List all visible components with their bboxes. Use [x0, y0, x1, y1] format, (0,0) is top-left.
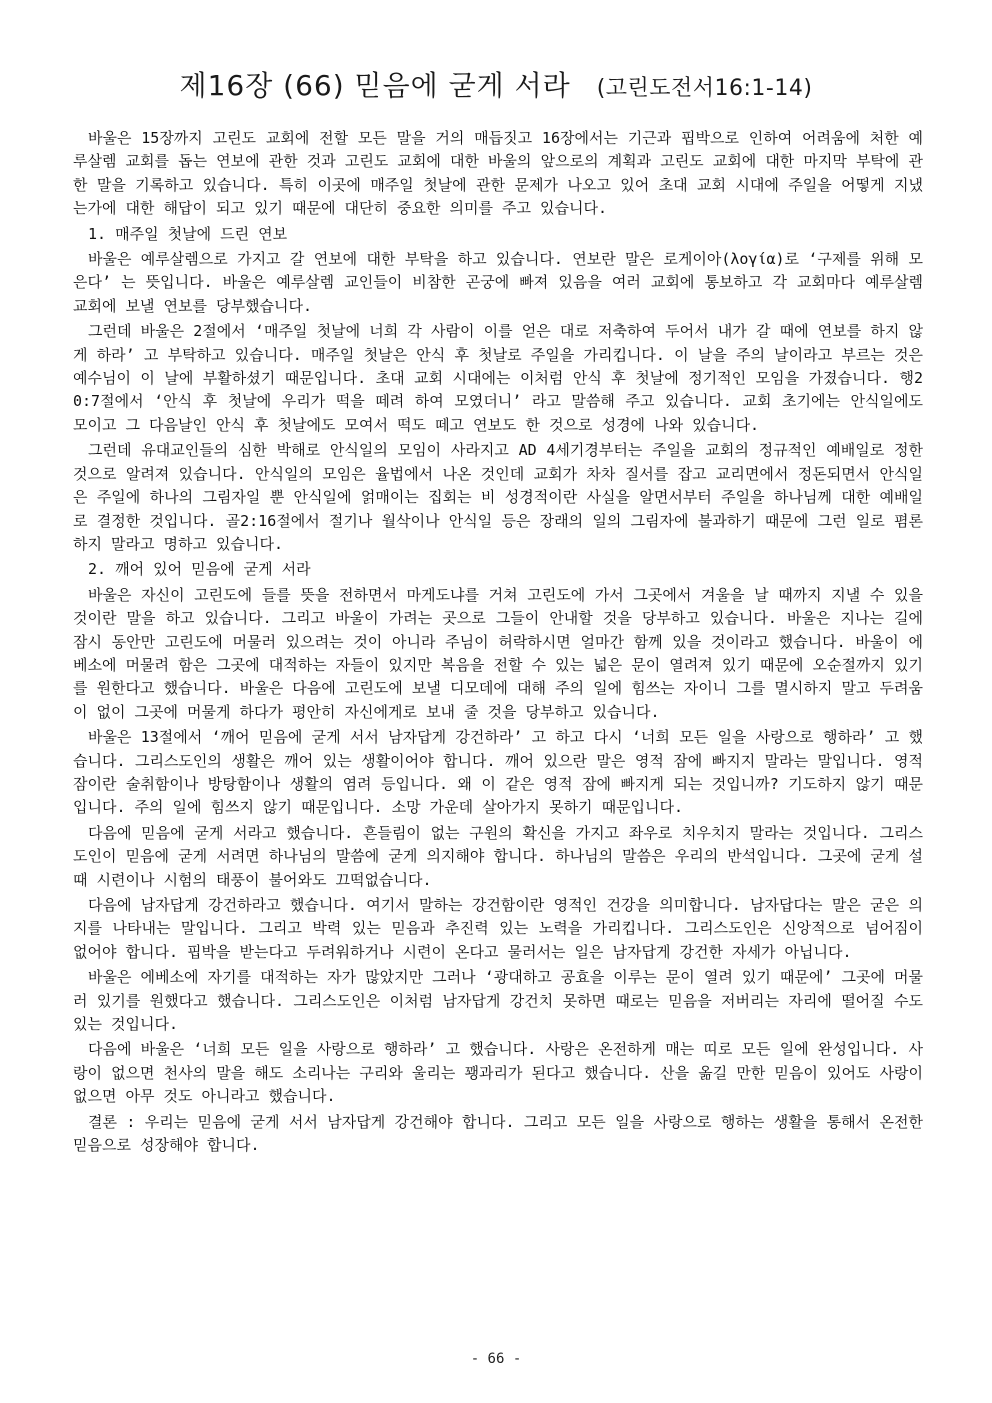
body-paragraph: 바울은 15장까지 고린도 교회에 전할 모든 말을 거의 매듭짓고 16장에서는 기근과 핍박으로 인하여 어려움에 처한 예루살렘 교회를 돕는 연보에 관한 것과 고린도 교회에 대한 바울의 앞으로의 계획과 고린도 교회에 대한 마지막 부탁에 관한 말을 기록하고 있습니다. 특히 이곳에 매주일 첫날에 관한 문제가 나오고 있어 초대 교회 시대에 주일을 어떻게 지냈는가에 대한 해답이 되고 있기 때문에 대단히 중요한 의미를 주고 있습니다.: [73, 129, 923, 218]
body-paragraph: 그런데 바울은 2절에서 ‘매주일 첫날에 너희 각 사람이 이를 얻은 대로 저축하여 두어서 내가 갈 때에 연보를 하지 않게 하라’ 고 부탁하고 있습니다. 매주일 첫날은 안식 후 첫날로 주일을 가리킵니다. 이 날을 주의 날이라고 부르는 것은 예수님이 이 날에 부활하셨기 때문입니다. 초대 교회 시대에는 이처럼 안식 후 첫날에 정기적인 모임을 가졌습니다. 행20:7절에서 ‘안식 후 첫날에 우리가 떡을 떼려 하여 모였더니’ 라고 말씀해 주고 있습니다. 교회 초기에는 안식일에도 모이고 그 다음날인 안식 후 첫날에도 모여서 떡도 떼고 연보도 한 것으로 성경에 나와 있습니다.: [73, 322, 923, 434]
body-paragraph: 다음에 믿음에 굳게 서라고 했습니다. 흔들림이 없는 구원의 확신을 가지고 좌우로 치우치지 말라는 것입니다. 그리스도인이 믿음에 굳게 서려면 하나님의 말씀에 굳게 의지해야 합니다. 하나님의 말씀은 우리의 반석입니다. 그곳에 굳게 설 때 시련이나 시험의 태풍이 불어와도 끄떡없습니다.: [73, 823, 923, 889]
scripture-reference: (고린도전서16:1-14): [596, 76, 813, 101]
section-heading: 1. 매주일 첫날에 드린 연보: [88, 224, 288, 243]
body-paragraph: 다음에 바울은 ‘너희 모든 일을 사랑으로 행하라’ 고 했습니다. 사랑은 온전하게 매는 띠로 모든 일에 완성입니다. 사랑이 없으면 천사의 말을 해도 소리나는 구리와 울리는 꽹과리가 된다고 했습니다. 산을 옮길 만한 믿음이 있어도 사랑이 없으면 아무 것도 아니라고 했습니다.: [73, 1040, 923, 1106]
section-heading: 2. 깨어 있어 믿음에 굳게 서라: [88, 560, 311, 579]
body-paragraph: 다음에 남자답게 강건하라고 했습니다. 여기서 말하는 강건함이란 영적인 건강을 의미합니다. 남자답다는 말은 굳은 의지를 나타내는 말입니다. 그리고 박력 있는 믿음과 추진력 있는 노력을 가리킵니다. 그리스도인은 신앙적으로 넘어짐이 없어야 합니다. 핍박을 받는다고 두려워하거나 시련이 온다고 물러서는 일은 남자답게 강건한 자세가 아닙니다.: [73, 896, 923, 961]
body-paragraph: 바울은 13절에서 ‘깨어 믿음에 굳게 서서 남자답게 강건하라’ 고 하고 다시 ‘너희 모든 일을 사랑으로 행하라’ 고 했습니다. 그리스도인의 생활은 깨어 있는 생활이어야 합니다. 깨어 있으란 말은 영적 잠에 빠지지 말라는 말입니다. 영적 잠이란 술취함이나 방탕함이나 생활의 염려 등입니다. 왜 이 같은 영적 잠에 빠지게 되는 것입니까? 기도하지 않기 때문입니다. 주의 일에 힘쓰지 않기 때문입니다. 소망 가운데 살아가지 못하기 때문입니다.: [73, 728, 923, 817]
body-paragraph: 바울은 예루살렘으로 가지고 갈 연보에 대한 부탁을 하고 있습니다. 연보란 말은 로게이아(λογία)로 ‘구제를 위해 모은다’ 는 뜻입니다. 바울은 예루살렘 교인들이 비참한 곤궁에 빠져 있음을 여러 교회에 통보하고 각 교회마다 예루살렘 교회에 보낼 연보를 당부했습니다.: [73, 250, 923, 315]
body-paragraph: 결론 : 우리는 믿음에 굳게 서서 남자답게 강건해야 합니다. 그리고 모든 일을 사랑으로 행하는 생활을 통해서 온전한 믿음으로 성장해야 합니다.: [73, 1112, 923, 1155]
page-title: 제16장 (66) 믿음에 굳게 서라: [179, 69, 571, 102]
title-row: [0, 64, 992, 104]
body-paragraph: 바울은 에베소에 자기를 대적하는 자가 많았지만 그러나 ‘광대하고 공효을 이루는 문이 열려 있기 때문에’ 그곳에 머물러 있기를 원했다고 했습니다. 그리스도인은 이처럼 남자답게 강건치 못하면 때로는 믿음을 저버리는 자리에 떨어질 수도 있는 것입니다.: [73, 968, 923, 1034]
body-paragraph: 바울은 자신이 고린도에 들를 뜻을 전하면서 마게도냐를 거쳐 고린도에 가서 그곳에서 겨울을 날 때까지 지낼 수 있을 것이란 말을 하고 있습니다. 그리고 바울이 가려는 곳으로 그들이 안내할 것을 당부하고 있습니다. 바울은 지나는 길에 잠시 동안만 고린도에 머물러 있으려는 것이 아니라 주님이 허락하시면 얼마간 함께 있을 것이라고 했습니다. 바울이 에베소에 머물려 함은 그곳에 대적하는 자들이 있지만 복음을 전할 수 있는 넓은 문이 열려져 있기 때문에 오순절까지 있기를 원한다고 했습니다. 바울은 다음에 고린도에 보낼 디모데에 대해 주의 일에 힘쓰는 자이니 그를 멸시하지 말고 두려움이 없이 그곳에 머물게 하다가 평안히 자신에게로 보내 줄 것을 당부하고 있습니다.: [73, 585, 923, 721]
body-paragraph: 그런데 유대교인들의 심한 박해로 안식일의 모임이 사라지고 AD 4세기경부터는 주일을 교회의 정규적인 예배일로 정한 것으로 알려져 있습니다. 안식일의 모임은 율법에서 나온 것인데 교회가 차차 질서를 잡고 교리면에서 정돈되면서 안식일은 주일에 하나의 그림자일 뿐 안식일에 얽매이는 집회는 비 성경적이란 사실을 알면서부터 주일을 하나님께 대한 예배일로 결정한 것입니다. 골2:16절에서 절기나 월삭이나 안식일 등은 장래의 일의 그림자에 불과하기 때문에 그런 일로 폄론하지 말라고 명하고 있습니다.: [73, 441, 923, 553]
page-number: - 66 -: [470, 1351, 522, 1367]
document-body: [73, 127, 923, 1159]
